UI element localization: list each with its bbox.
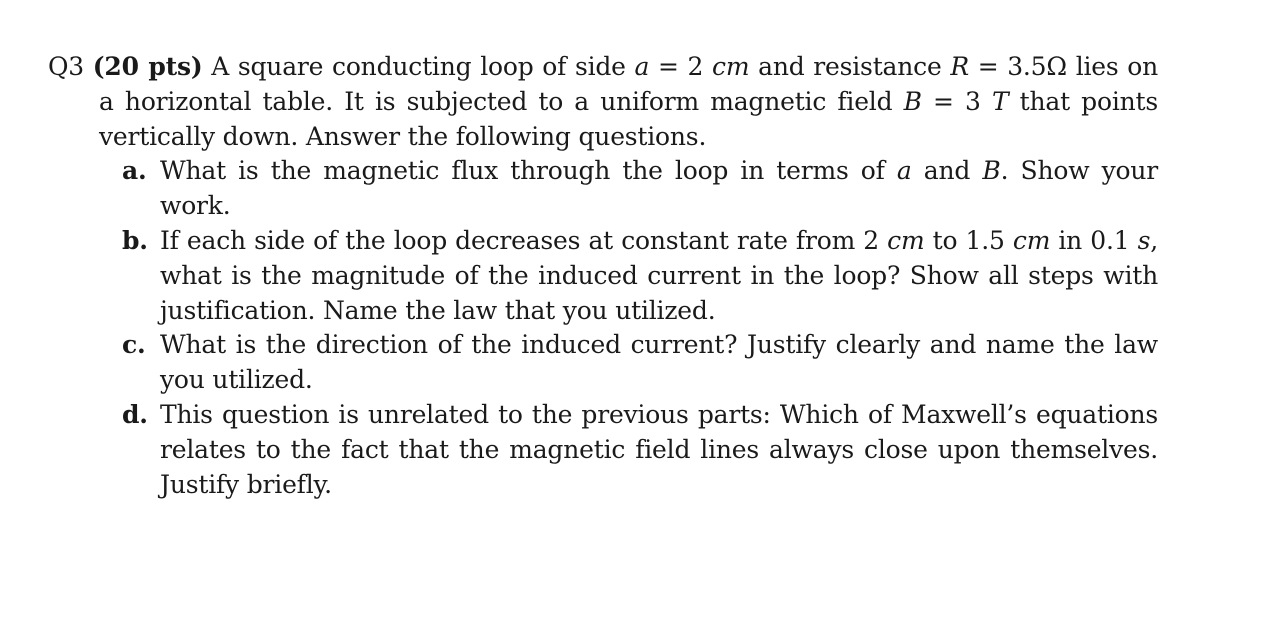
part-b [122,224,1158,328]
part-b-text-3: in 0.1 [1050,225,1138,255]
question-stem [48,50,1158,154]
part-b-label: b. [122,225,148,255]
part-c-label: c. [122,330,146,360]
side-unit: cm [712,52,750,81]
part-b-unit-cm-2: cm [1012,225,1051,255]
resistance-equals: = 3.5 [968,52,1047,81]
part-d-text: This question is unrelated to the previous parts: Which of Maxwell’s equations relates to the fact that the magnetic field lines always close upon themselves. Justify briefly. [160,399,1158,499]
part-a-var-b: B [982,156,1001,186]
field-unit: T [991,86,1009,116]
question-points: (20 pts) [92,52,203,81]
ohm-symbol: Ω [1046,52,1067,81]
stem-text-4: that points vertically down. Answer the following questions. [99,86,1158,151]
part-a-text-3: . Show your work. [160,156,1159,221]
field-equals: = 3 [921,86,992,116]
part-b-text-1: If each side of the loop decreases at constant rate from 2 [160,225,888,255]
part-a-text-2: and [911,156,983,186]
side-variable: a [634,52,650,81]
resistance-variable: R [950,52,969,81]
stem-text-1: A square conducting loop of side [202,52,635,81]
stem-text-2: and resistance [749,52,951,81]
question-q3 [48,50,1158,502]
part-c-text: What is the direction of the induced current? Justify clearly and name the law you utilized. [160,330,1158,395]
side-equals: = 2 [649,52,713,81]
part-a-label: a. [122,156,147,186]
part-d-label: d. [122,399,148,429]
question-parts [48,154,1158,502]
part-c [122,328,1158,398]
part-d [122,398,1158,502]
question-number: Q3 [48,52,85,81]
field-variable: B [903,86,922,116]
stem-text-3: lies on a horizontal table. It is subjected to a uniform magnetic field [99,52,1159,116]
part-a-text-1: What is the magnetic flux through the loop in terms of [160,156,897,186]
part-b-unit-s: s [1137,225,1151,255]
part-b-unit-cm-1: cm [887,225,925,255]
part-a-var-a: a [896,156,912,186]
part-b-text-2: to 1.5 [924,225,1013,255]
part-a [122,154,1159,224]
part-b-text-4: , what is the magnitude of the induced current in the loop? Show all steps with justification. Name the law that you utilized. [160,225,1158,325]
